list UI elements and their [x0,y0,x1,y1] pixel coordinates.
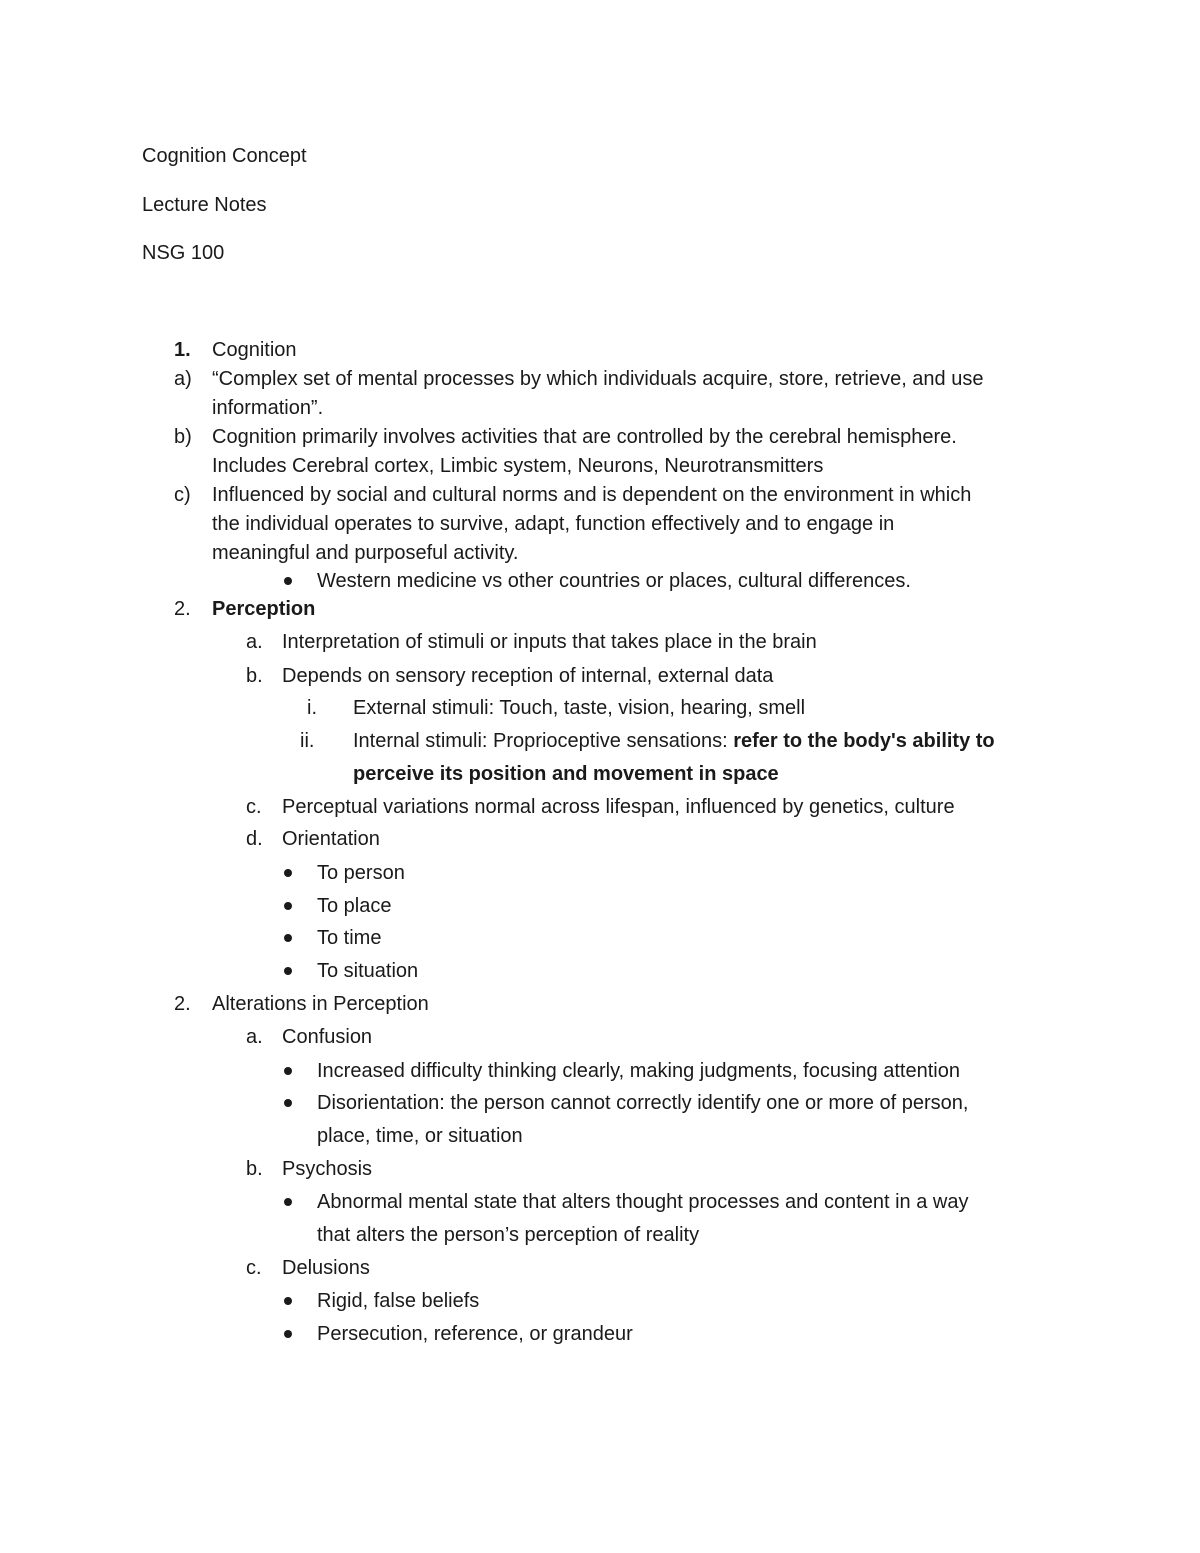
document-title: Cognition Concept [142,145,307,167]
orientation-bullet: To situation [317,960,419,982]
item-1a-line-2: information”. [212,397,324,419]
item-3c-bullet-2: Persecution, reference, or grandeur [317,1323,633,1345]
item-3b-bullet-line-2: that alters the person’s perception of reality [317,1224,700,1246]
bullet-dot [284,902,292,910]
section-1-heading: Cognition [212,339,297,361]
item-2a-marker: a. [246,631,263,653]
item-2b-marker: b. [246,665,263,687]
item-1b-line-1: Cognition primarily involves activities that are controlled by the cerebral hemisphere. [212,426,957,448]
item-2b-text: Depends on sensory reception of internal, external data [282,665,774,687]
item-2b-ii-bold-2: perceive its position and movement in space [353,763,779,785]
bullet-dot [284,577,292,585]
document-subtitle: Lecture Notes [142,194,267,216]
item-2d-marker: d. [246,828,263,850]
item-1c-line-2: the individual operates to survive, adapt, function effectively and to engage in [212,513,895,535]
item-2b-ii-marker: ii. [300,730,315,752]
item-1b-line-2: Includes Cerebral cortex, Limbic system, Neurons, Neurotransmitters [212,455,824,477]
bullet-dot [284,934,292,942]
item-2a-text: Interpretation of stimuli or inputs that takes place in the brain [282,631,817,653]
orientation-bullet: To person [317,862,405,884]
section-2-heading: Perception [212,598,316,620]
item-1b-marker: b) [174,426,192,448]
bullet-dot [284,869,292,877]
item-2b-ii-line-1 [353,727,995,756]
item-2b-i-marker: i. [307,697,317,719]
item-3b-text: Psychosis [282,1158,373,1180]
item-2d-text: Orientation [282,828,380,850]
bullet-dot [284,967,292,975]
section-1-marker: 1. [174,339,191,361]
bullet-dot [284,1297,292,1305]
orientation-bullet: To place [317,895,392,917]
item-3b-bullet-line-1: Abnormal mental state that alters thought processes and content in a way [317,1191,969,1213]
bullet-dot [284,1099,292,1107]
orientation-bullet: To time [317,927,382,949]
item-1c-marker: c) [174,484,191,506]
section-2-marker: 2. [174,598,191,620]
item-1a-marker: a) [174,368,192,390]
item-1c-line-3: meaningful and purposeful activity. [212,542,519,564]
item-2b-ii-text: Internal stimuli: Proprioceptive sensations: [353,730,734,752]
item-2c-text: Perceptual variations normal across lifespan, influenced by genetics, culture [282,796,955,818]
item-3a-bullet-2-line-1: Disorientation: the person cannot correctly identify one or more of person, [317,1092,969,1114]
item-3a-bullet-1: Increased difficulty thinking clearly, making judgments, focusing attention [317,1060,960,1082]
item-1c-line-1: Influenced by social and cultural norms and is dependent on the environment in which [212,484,972,506]
item-3b-marker: b. [246,1158,263,1180]
item-2b-i-text: External stimuli: Touch, taste, vision, hearing, smell [353,697,806,719]
bullet-dot [284,1067,292,1075]
item-1c-bullet: Western medicine vs other countries or places, cultural differences. [317,570,911,592]
section-3-marker: 2. [174,993,191,1015]
item-1a-line-1: “Complex set of mental processes by which individuals acquire, store, retrieve, and use [212,368,984,390]
section-3-heading: Alterations in Perception [212,993,429,1015]
item-3a-marker: a. [246,1026,263,1048]
bullet-dot [284,1330,292,1338]
item-2b-ii-bold-1: refer to the body's ability to [733,730,995,752]
item-2c-marker: c. [246,796,262,818]
bullet-dot [284,1198,292,1206]
item-3a-bullet-2-line-2: place, time, or situation [317,1125,523,1147]
course-code: NSG 100 [142,242,225,264]
item-3c-marker: c. [246,1257,262,1279]
item-3c-text: Delusions [282,1257,370,1279]
item-3c-bullet-1: Rigid, false beliefs [317,1290,480,1312]
item-3a-text: Confusion [282,1026,373,1048]
